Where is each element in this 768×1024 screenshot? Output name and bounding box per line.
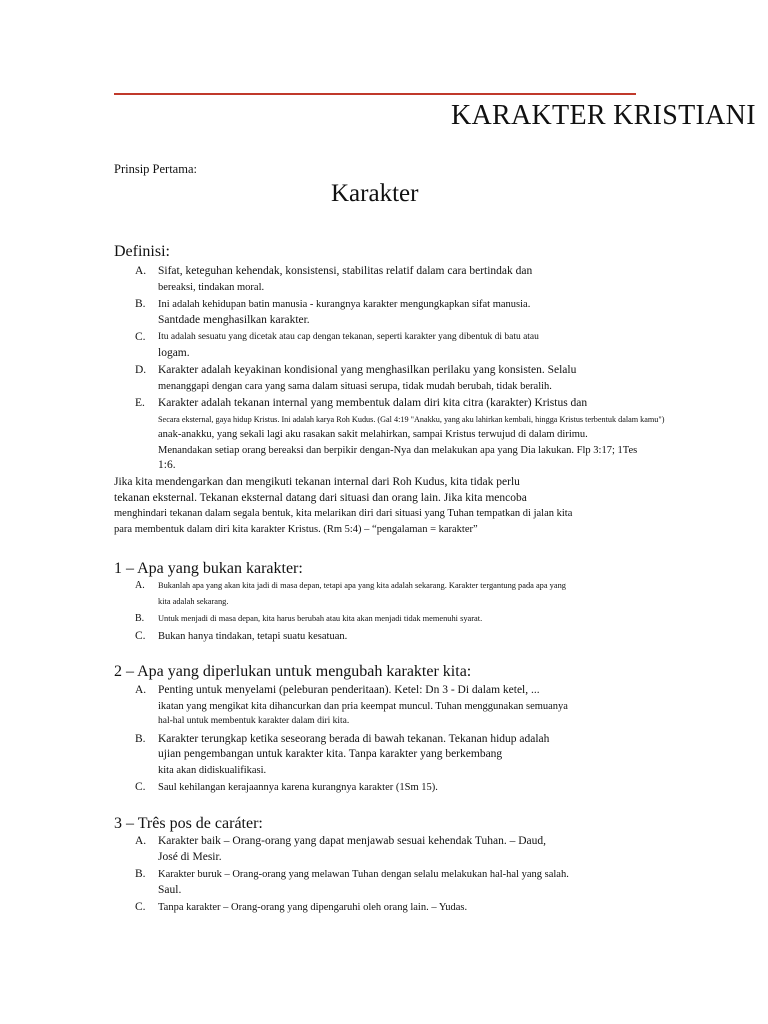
section2-item-a: A. Penting untuk menyelami (peleburan penderitaan). Ketel: Dn 3 - Di dalam ketel, ... ikatan yang mengikat kita dihancurkan dan pria keempat muncul. Tuhan menggunakan semuanya hal-hal untuk membentuk karakter dalam diri kita. xyxy=(135,684,568,726)
definition-item-e: E. Karakter adalah tekanan internal yang membentuk dalam diri kita citra (karakter) Kristus dan Secara eksternal, gaya hidup Kristus. Ini adalah karya Roh Kudus. (Gal 4:19 "Anakku, yang aku lahirkan kembali, hingga Kristus terbentuk dalam kamu") anak-anakku, yang sekali lagi aku rasakan sakit melahirkan, sampai Kristus terwujud di dalam dirimu. Menandakan setiap orang bereaksi dan berpikir dengan-Nya dan melakukan apa yang Dia lakukan. Flp 3:17; 1Tes 1:6. xyxy=(135,397,665,471)
section3-list xyxy=(135,834,700,918)
definition-item-c: C. Itu adalah sesuatu yang dicetak atau cap dengan tekanan, seperti karakter yang dibentuk di batu atau logam. xyxy=(135,331,539,359)
section1-item-b: B. Untuk menjadi di masa depan, kita harus berubah atau kita akan menjadi tidak memenuhi syarat. xyxy=(135,613,483,624)
definition-paragraph: Jika kita mendengarkan dan mengikuti tekanan internal dari Roh Kudus, kita tidak perlu tekanan eksternal. Tekanan eksternal datang dari situasi dan orang lain. Jika kita mencoba menghindari tekanan dalam segala bentuk, kita melarikan diri dari situasi yang Tuhan tempatkan di jalan kita para membentuk dalam diri kita karakter Kristus. (Rm 5:4) – “pengalaman = karakter” xyxy=(114,476,573,535)
section3-heading: 3 – Três pos de caráter: xyxy=(114,815,263,832)
definition-heading: Definisi: xyxy=(114,243,170,260)
definition-list xyxy=(135,264,667,476)
header-divider xyxy=(114,93,636,95)
section3-item-a: A. Karakter baik – Orang-orang yang dapat menjawab sesuai kehendak Tuhan. – Daud, José di Mesir. xyxy=(135,835,547,863)
section3-item-c: C. Tanpa karakter – Orang-orang yang dipengaruhi oleh orang lain. – Yudas. xyxy=(135,901,468,913)
definition-item-a: A. Sifat, keteguhan kehendak, konsistensi, stabilitas relatif dalam cara bertindak dan bereaksi, tindakan moral. xyxy=(135,265,533,293)
section2-item-b: B. Karakter terungkap ketika seseorang berada di bawah tekanan. Tekanan hidup adalah ujian pengembangan untuk karakter kita. Tanpa karakter yang berkembang kita akan didiskualifikasi. xyxy=(135,732,550,776)
section1-item-c: C. Bukan hanya tindakan, tetapi suatu kesatuan. xyxy=(135,629,348,642)
section2-item-c: C. Saul kehilangan kerajaannya karena kurangnya karakter (1Sm 15). xyxy=(135,781,438,793)
section1-list xyxy=(135,578,717,646)
definition-item-d: D. Karakter adalah keyakinan kondisional yang menghasilkan perilaku yang konsisten. Selalu menanggapi dengan cara yang sama dalam situasi serupa, tidak mudah berubah, tidak beralih. xyxy=(135,364,577,392)
section2-heading: 2 – Apa yang diperlukan untuk mengubah karakter kita: xyxy=(114,663,472,680)
section1-heading: 1 – Apa yang bukan karakter: xyxy=(114,560,303,577)
definition-item-b: B. Ini adalah kehidupan batin manusia - kurangnya karakter mengungkapkan sifat manusia. Santdade menghasilkan karakter. xyxy=(135,298,531,326)
section3-item-b: B. Karakter buruk – Orang-orang yang melawan Tuhan dengan selalu melakukan hal-hal yang salah. Saul. xyxy=(135,868,569,896)
principle-label: Prinsip Pertama: xyxy=(114,162,197,176)
section2-list xyxy=(135,683,700,798)
section1-item-a: A. Bukanlah apa yang akan kita jadi di masa depan, tetapi apa yang kita adalah sekarang. Karakter tergantung pada apa yang kita adalah sekarang. xyxy=(135,580,566,606)
section-subtitle: Karakter xyxy=(331,180,419,207)
page-title: KARAKTER KRISTIANI xyxy=(451,100,756,131)
